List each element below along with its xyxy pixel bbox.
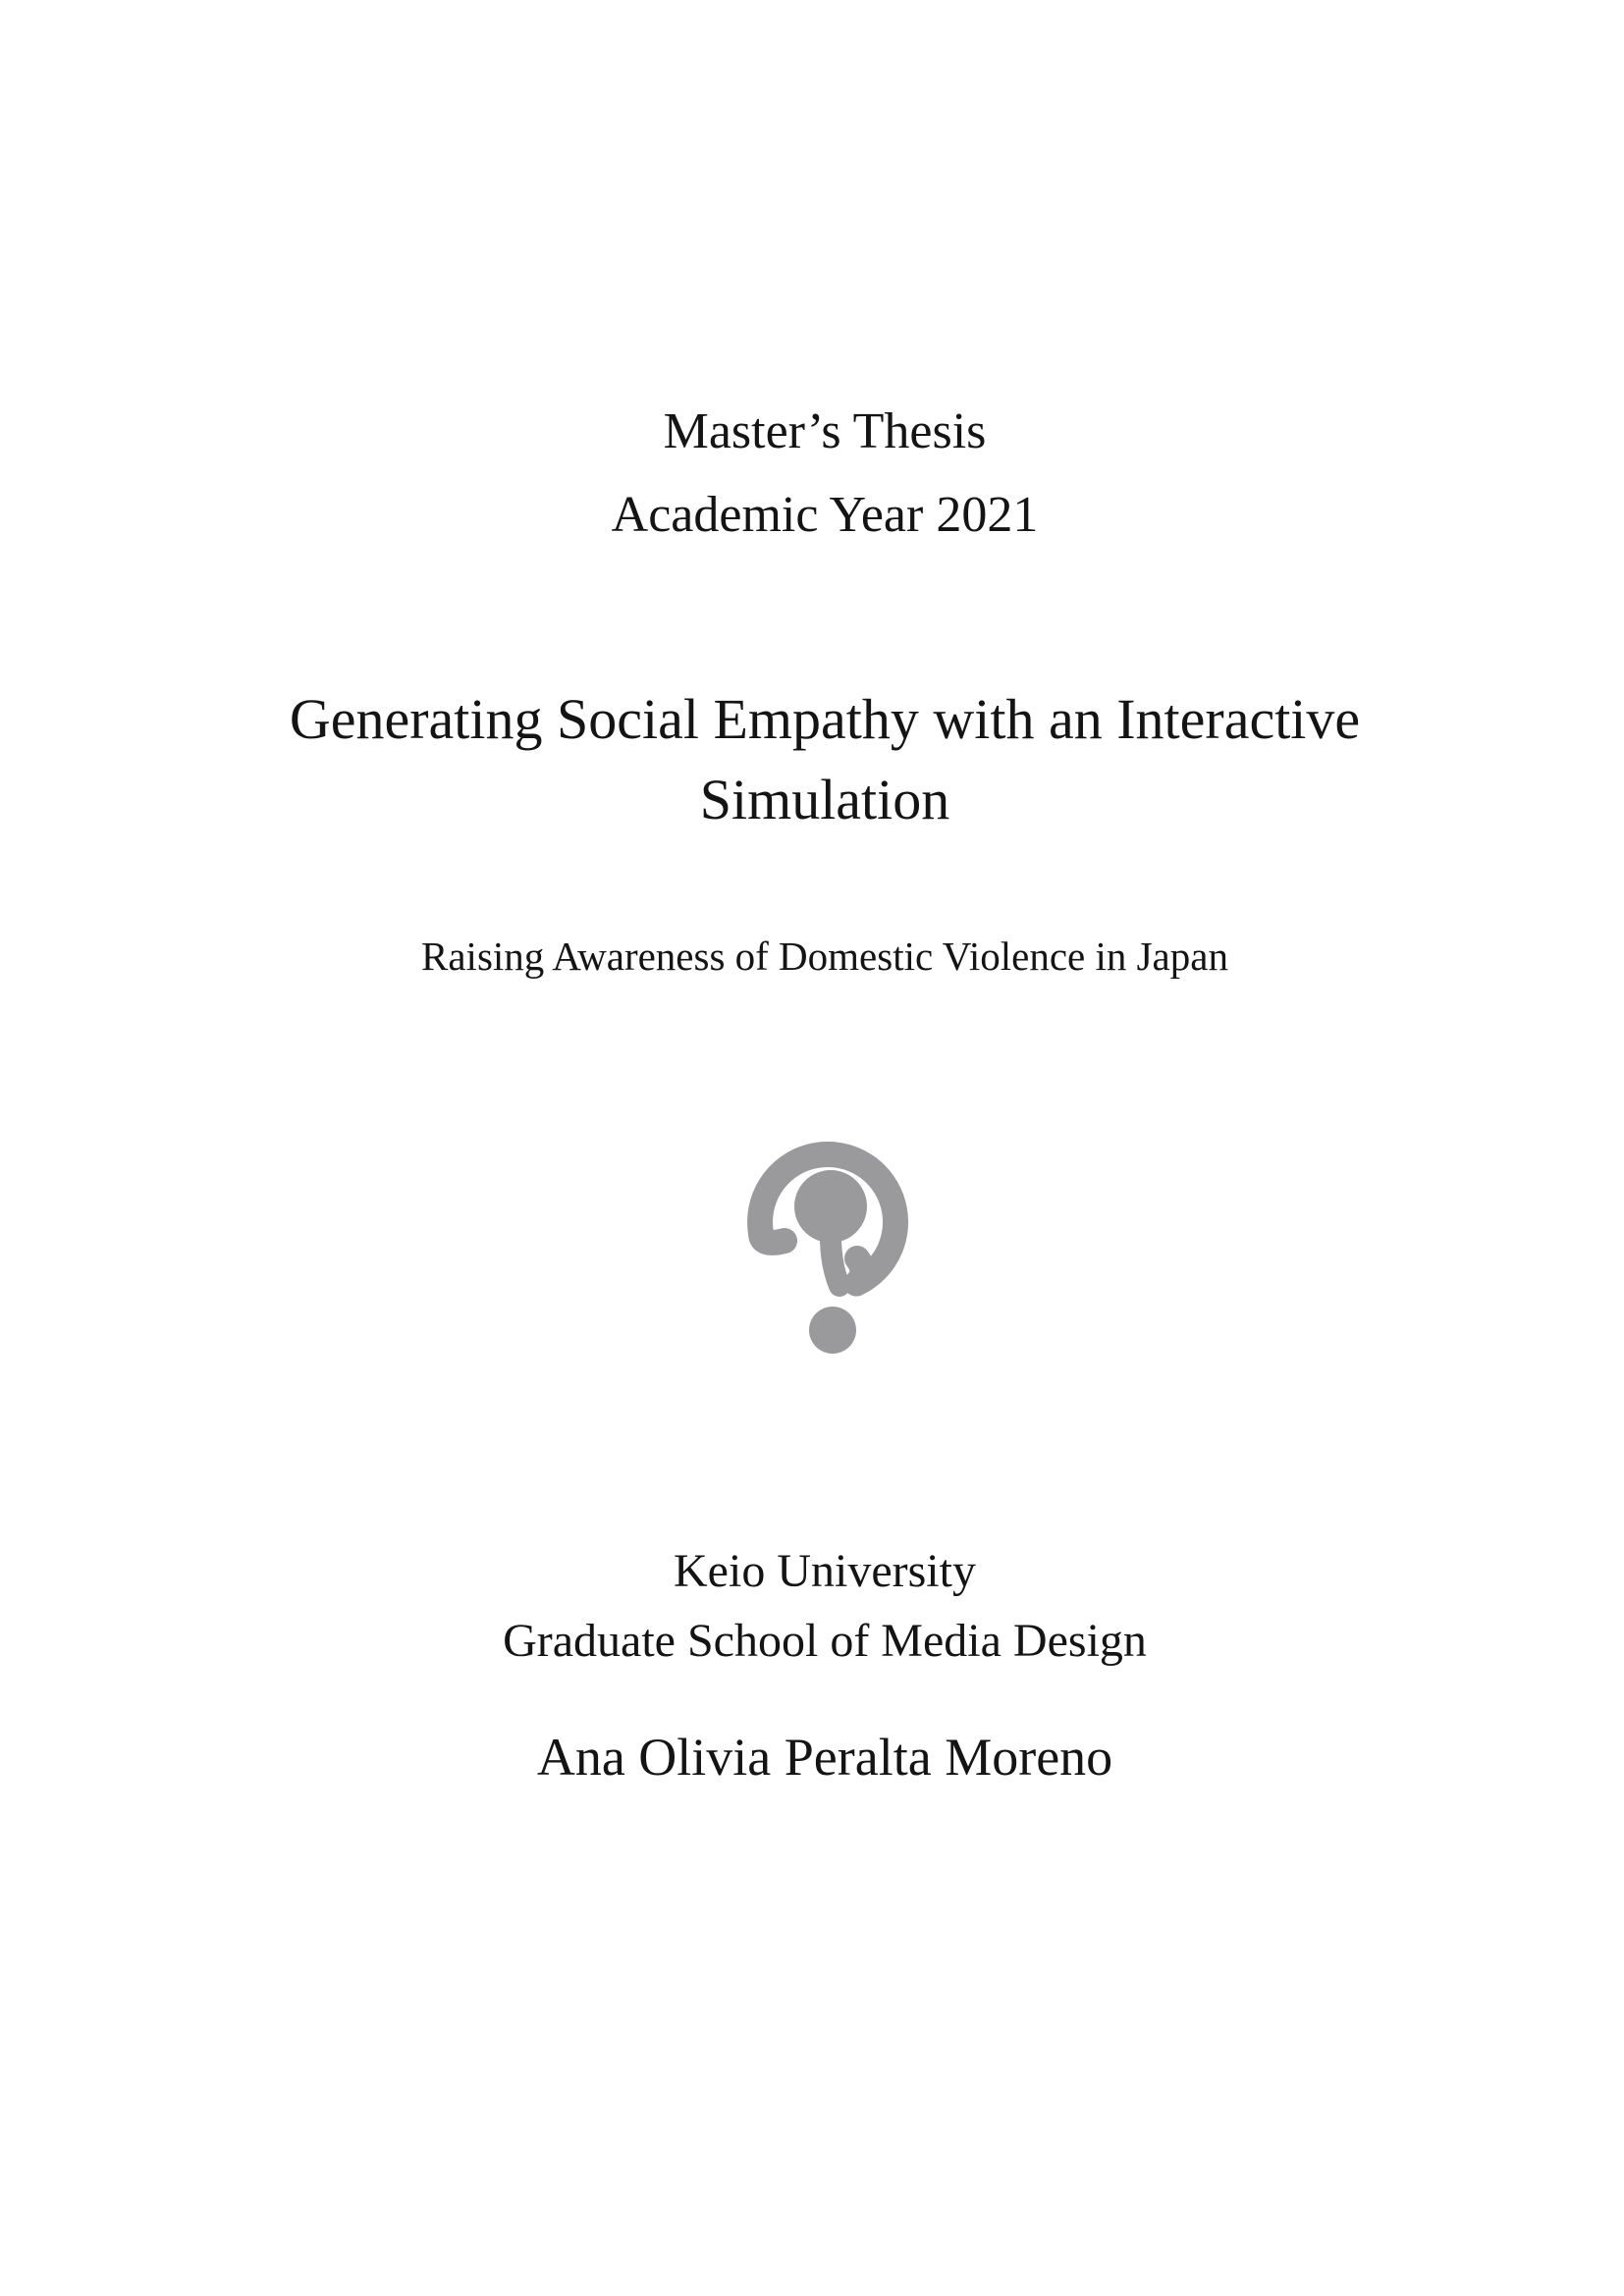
thesis-subtitle: Raising Awareness of Domestic Violence in Japan [421,934,1228,979]
author-name: Ana Olivia Peralta Moreno [536,1728,1113,1787]
thesis-title-line2: Simulation [699,768,950,831]
thesis-title-line1: Generating Social Empathy with an Interactive [289,687,1361,751]
graduate-school-name: Graduate School of Media Design [503,1615,1147,1667]
university-name: Keio University [674,1545,976,1597]
thesis-type-label: Master’s Thesis [663,403,987,459]
question-mark-logo-icon [739,1142,916,1358]
academic-year-label: Academic Year 2021 [611,487,1039,543]
